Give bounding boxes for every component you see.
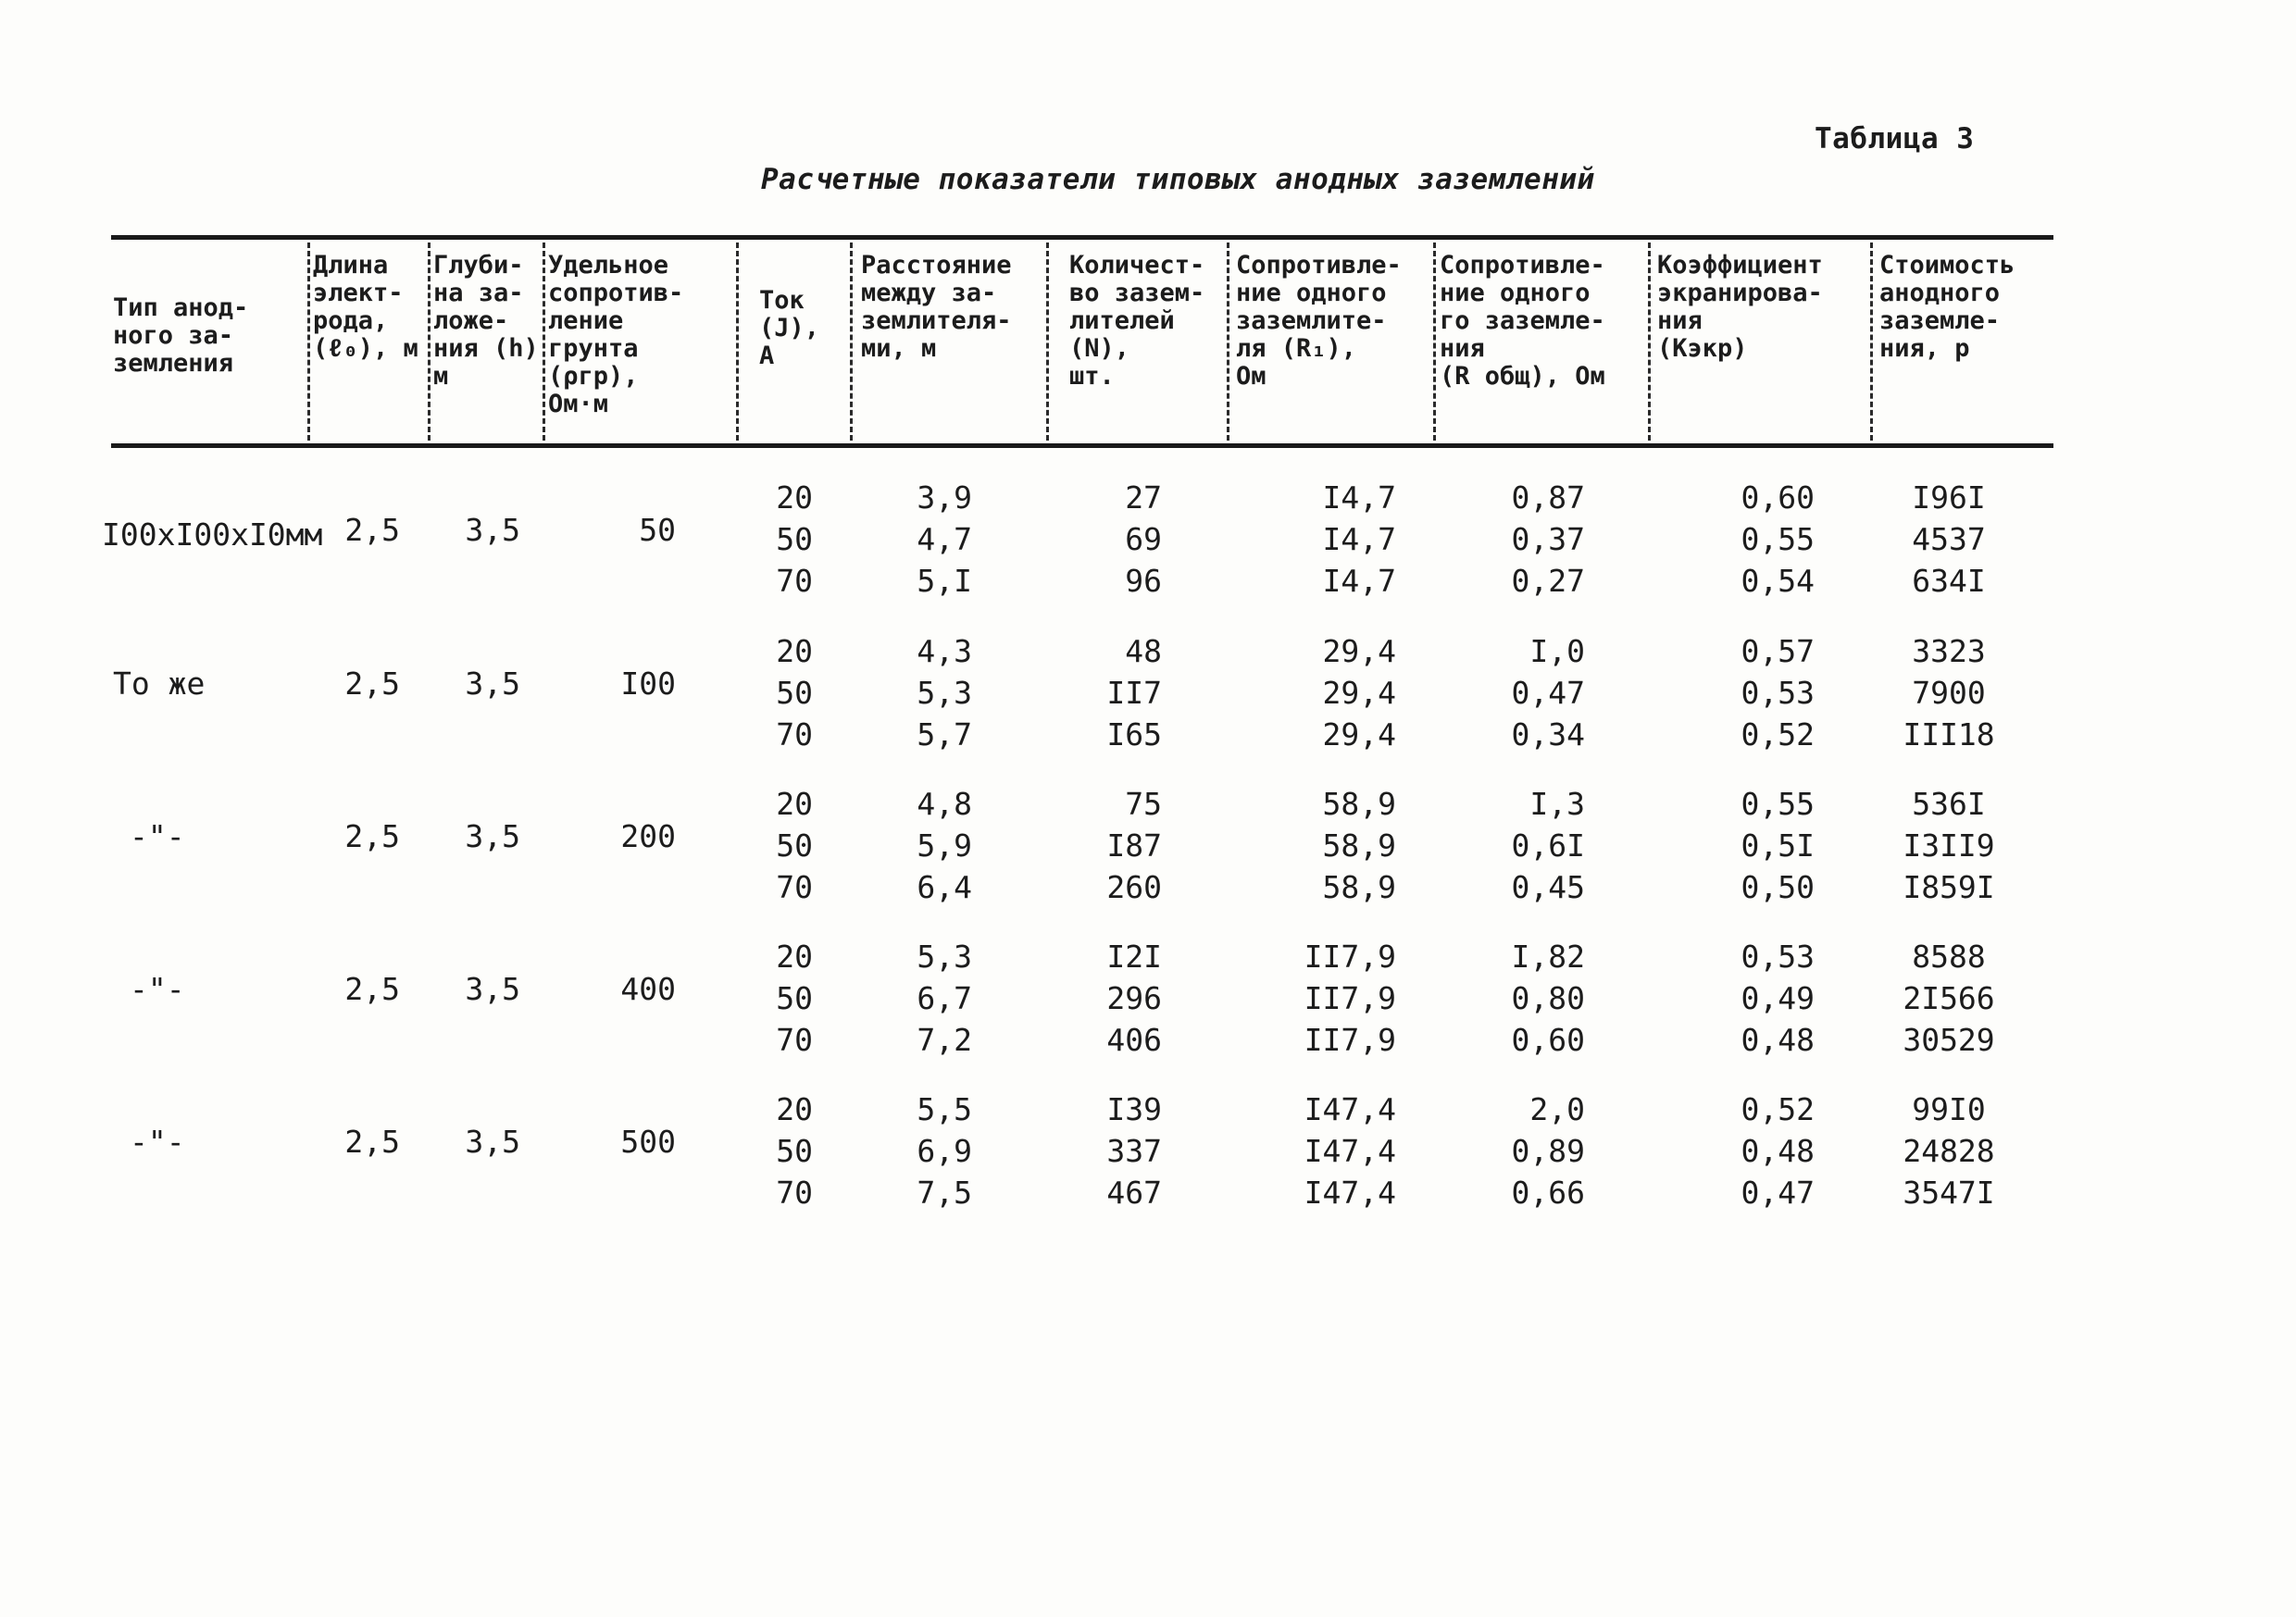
- cell-distance: 6,4: [917, 869, 972, 905]
- group-resistivity: 500: [620, 1124, 676, 1160]
- group-depth: 3,5: [465, 971, 520, 1007]
- column-header: Количест- во зазем- лителей (N), шт.: [1069, 251, 1205, 391]
- cell-count: 296: [1106, 980, 1162, 1016]
- cell-k-ekr: 0,54: [1741, 563, 1815, 599]
- cell-current: 70: [776, 1175, 813, 1211]
- cell-k-ekr: 0,60: [1741, 479, 1815, 516]
- cell-k-ekr: 0,47: [1741, 1175, 1815, 1211]
- cell-current: 50: [776, 827, 813, 864]
- cell-k-ekr: 0,55: [1741, 521, 1815, 557]
- cell-cost: 3547I: [1903, 1175, 1995, 1211]
- cell-r-one: I4,7: [1322, 563, 1396, 599]
- cell-r-total: 0,34: [1511, 716, 1585, 753]
- cell-distance: 6,7: [917, 980, 972, 1016]
- cell-r-total: 2,0: [1529, 1091, 1585, 1127]
- group-type: I00xI00xI0мм: [102, 516, 323, 553]
- cell-r-one: I4,7: [1322, 479, 1396, 516]
- column-header: Ток (J), А: [759, 286, 820, 370]
- column-separator: [307, 243, 310, 441]
- cell-distance: 7,5: [917, 1175, 972, 1211]
- column-header: Длина элект- рода, (ℓ₀), м: [313, 251, 418, 363]
- cell-count: I87: [1106, 827, 1162, 864]
- cell-k-ekr: 0,48: [1741, 1133, 1815, 1169]
- cell-distance: 4,7: [917, 521, 972, 557]
- cell-current: 50: [776, 521, 813, 557]
- cell-distance: 5,I: [917, 563, 972, 599]
- cell-cost: 634I: [1912, 563, 1986, 599]
- column-separator: [428, 243, 430, 441]
- table-header-rule: [111, 443, 2053, 448]
- column-separator: [543, 243, 545, 441]
- column-separator: [1433, 243, 1436, 441]
- column-separator: [1870, 243, 1873, 441]
- cell-r-total: I,0: [1529, 633, 1585, 669]
- cell-cost: 8588: [1912, 939, 1986, 975]
- group-depth: 3,5: [465, 818, 520, 854]
- cell-r-total: 0,45: [1511, 869, 1585, 905]
- column-separator: [850, 243, 853, 441]
- column-separator: [1046, 243, 1049, 441]
- cell-current: 50: [776, 1133, 813, 1169]
- cell-r-one: 58,9: [1322, 786, 1396, 822]
- group-depth: 3,5: [465, 512, 520, 548]
- group-depth: 3,5: [465, 1124, 520, 1160]
- group-type: -"-: [130, 971, 185, 1007]
- cell-r-total: I,82: [1511, 939, 1585, 975]
- cell-k-ekr: 0,48: [1741, 1022, 1815, 1058]
- cell-cost: I3II9: [1903, 827, 1995, 864]
- group-length: 2,5: [344, 971, 400, 1007]
- cell-cost: 536I: [1912, 786, 1986, 822]
- cell-r-total: 0,66: [1511, 1175, 1585, 1211]
- column-separator: [1227, 243, 1229, 441]
- group-type: -"-: [130, 818, 185, 854]
- cell-current: 20: [776, 786, 813, 822]
- cell-current: 70: [776, 563, 813, 599]
- cell-count: 406: [1106, 1022, 1162, 1058]
- cell-cost: III18: [1903, 716, 1995, 753]
- column-header: Сопротивле- ние одного го заземле- ния (R общ), Ом: [1440, 251, 1605, 391]
- cell-cost: 7900: [1912, 675, 1986, 711]
- cell-count: I65: [1106, 716, 1162, 753]
- column-separator: [736, 243, 739, 441]
- cell-r-total: 0,27: [1511, 563, 1585, 599]
- group-length: 2,5: [344, 818, 400, 854]
- table-label: Таблица 3: [1815, 122, 1975, 155]
- cell-current: 70: [776, 1022, 813, 1058]
- cell-k-ekr: 0,50: [1741, 869, 1815, 905]
- cell-count: 69: [1125, 521, 1162, 557]
- column-header: Глуби- на за- ложе- ния (h) м: [433, 251, 539, 391]
- cell-distance: 6,9: [917, 1133, 972, 1169]
- cell-r-one: II7,9: [1304, 939, 1396, 975]
- cell-distance: 4,8: [917, 786, 972, 822]
- cell-count: 337: [1106, 1133, 1162, 1169]
- cell-distance: 5,5: [917, 1091, 972, 1127]
- cell-k-ekr: 0,53: [1741, 939, 1815, 975]
- cell-r-one: I4,7: [1322, 521, 1396, 557]
- group-resistivity: 200: [620, 818, 676, 854]
- cell-current: 20: [776, 479, 813, 516]
- cell-count: 467: [1106, 1175, 1162, 1211]
- column-header: Сопротивле- ние одного заземлите- ля (R₁), Ом: [1236, 251, 1402, 391]
- cell-r-one: 58,9: [1322, 869, 1396, 905]
- cell-r-total: 0,47: [1511, 675, 1585, 711]
- cell-r-total: 0,60: [1511, 1022, 1585, 1058]
- cell-r-one: 58,9: [1322, 827, 1396, 864]
- cell-distance: 5,3: [917, 939, 972, 975]
- cell-r-one: II7,9: [1304, 1022, 1396, 1058]
- cell-r-one: I47,4: [1304, 1091, 1396, 1127]
- cell-r-one: II7,9: [1304, 980, 1396, 1016]
- cell-r-one: 29,4: [1322, 675, 1396, 711]
- cell-r-total: 0,37: [1511, 521, 1585, 557]
- cell-current: 70: [776, 716, 813, 753]
- cell-r-one: 29,4: [1322, 633, 1396, 669]
- cell-k-ekr: 0,49: [1741, 980, 1815, 1016]
- cell-cost: 24828: [1903, 1133, 1995, 1169]
- group-type: То же: [113, 665, 206, 702]
- cell-current: 50: [776, 675, 813, 711]
- group-depth: 3,5: [465, 665, 520, 702]
- group-type: -"-: [130, 1124, 185, 1160]
- cell-k-ekr: 0,55: [1741, 786, 1815, 822]
- cell-k-ekr: 0,52: [1741, 1091, 1815, 1127]
- cell-current: 20: [776, 1091, 813, 1127]
- cell-distance: 7,2: [917, 1022, 972, 1058]
- cell-distance: 5,3: [917, 675, 972, 711]
- cell-count: II7: [1106, 675, 1162, 711]
- cell-cost: I859I: [1903, 869, 1995, 905]
- cell-r-one: I47,4: [1304, 1175, 1396, 1211]
- cell-current: 20: [776, 939, 813, 975]
- cell-count: 48: [1125, 633, 1162, 669]
- cell-k-ekr: 0,53: [1741, 675, 1815, 711]
- cell-r-one: I47,4: [1304, 1133, 1396, 1169]
- cell-distance: 4,3: [917, 633, 972, 669]
- cell-r-total: 0,87: [1511, 479, 1585, 516]
- column-header: Удельное сопротив- ление грунта (ρгр), Ом·м: [548, 251, 684, 418]
- cell-count: I39: [1106, 1091, 1162, 1127]
- cell-count: I2I: [1106, 939, 1162, 975]
- cell-distance: 5,7: [917, 716, 972, 753]
- cell-distance: 5,9: [917, 827, 972, 864]
- cell-count: 27: [1125, 479, 1162, 516]
- cell-r-one: 29,4: [1322, 716, 1396, 753]
- table-title: Расчетные показатели типовых анодных заземлений: [761, 163, 1595, 196]
- cell-r-total: I,3: [1529, 786, 1585, 822]
- cell-cost: 99I0: [1912, 1091, 1986, 1127]
- cell-count: 75: [1125, 786, 1162, 822]
- column-separator: [1648, 243, 1651, 441]
- cell-k-ekr: 0,52: [1741, 716, 1815, 753]
- group-resistivity: 50: [639, 512, 676, 548]
- group-length: 2,5: [344, 1124, 400, 1160]
- cell-r-total: 0,89: [1511, 1133, 1585, 1169]
- cell-cost: 30529: [1903, 1022, 1995, 1058]
- cell-k-ekr: 0,57: [1741, 633, 1815, 669]
- table-top-rule: [111, 235, 2053, 240]
- cell-current: 20: [776, 633, 813, 669]
- column-header: Расстояние между за- землителя- ми, м: [861, 251, 1012, 363]
- cell-cost: 2I566: [1903, 980, 1995, 1016]
- cell-cost: 4537: [1912, 521, 1986, 557]
- cell-cost: I96I: [1912, 479, 1986, 516]
- cell-k-ekr: 0,5I: [1741, 827, 1815, 864]
- cell-r-total: 0,6I: [1511, 827, 1585, 864]
- group-length: 2,5: [344, 665, 400, 702]
- group-resistivity: 400: [620, 971, 676, 1007]
- cell-current: 50: [776, 980, 813, 1016]
- cell-cost: 3323: [1912, 633, 1986, 669]
- cell-current: 70: [776, 869, 813, 905]
- cell-distance: 3,9: [917, 479, 972, 516]
- group-resistivity: I00: [620, 665, 676, 702]
- cell-count: 260: [1106, 869, 1162, 905]
- cell-r-total: 0,80: [1511, 980, 1585, 1016]
- cell-count: 96: [1125, 563, 1162, 599]
- column-header: Тип анод- ного за- земления: [113, 293, 249, 378]
- column-header: Стоимость анодного заземле- ния, р: [1879, 251, 2015, 363]
- group-length: 2,5: [344, 512, 400, 548]
- column-header: Коэффициент экранирова- ния (Кэкр): [1657, 251, 1823, 363]
